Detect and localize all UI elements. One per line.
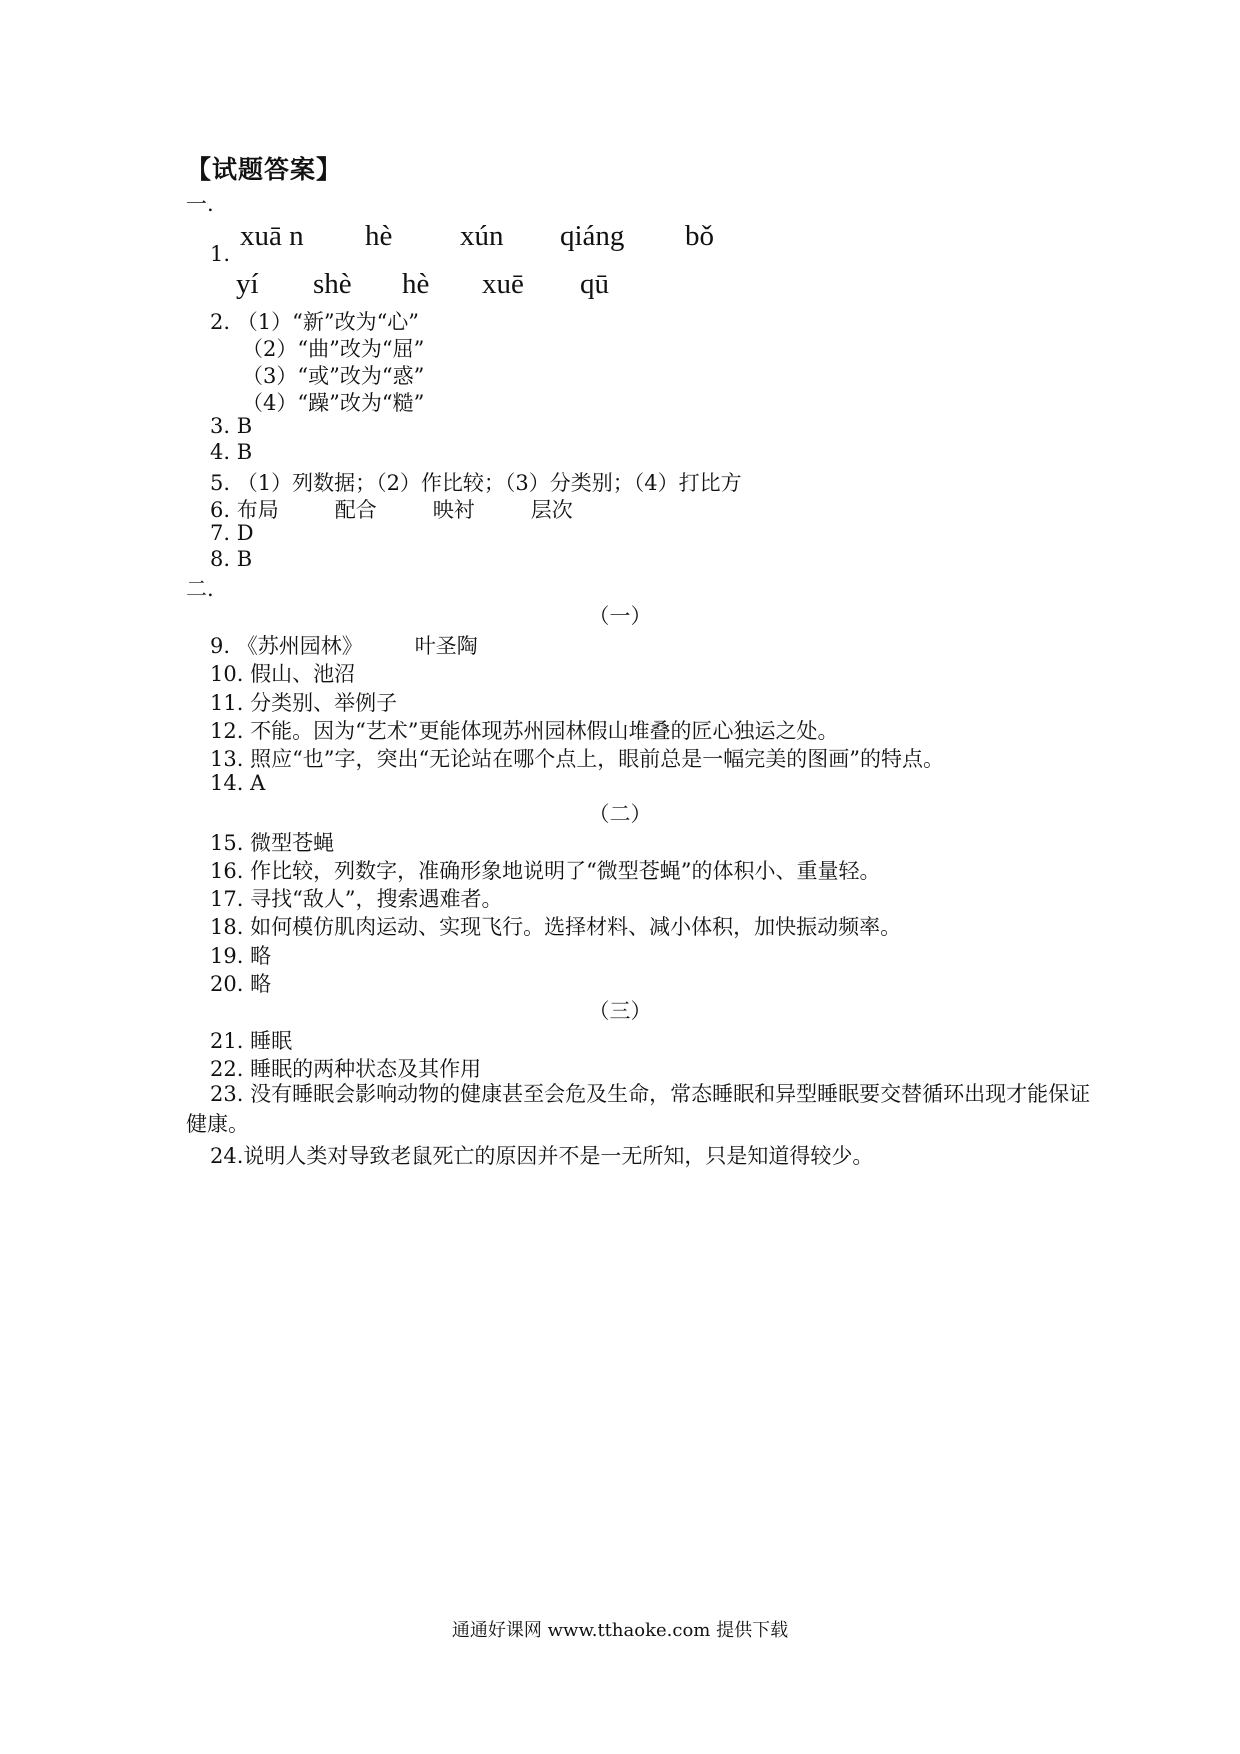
q9-answer — [210, 630, 478, 660]
q13-answer: 13. 照应“也”字，突出“无论站在哪个点上，眼前总是一幅完美的图画”的特点。 — [210, 747, 945, 771]
q17-answer: 17. 寻找“敌人”，搜索遇难者。 — [210, 887, 503, 911]
pinyin-9: xuē — [482, 268, 524, 300]
q23-answer: 23. 没有睡眠会影响动物的健康甚至会危及生命，常态睡眠和异型睡眠要交替循环出现才能保证健康。 — [186, 1082, 1091, 1136]
q2-number: 2. — [210, 310, 231, 334]
section-two-label: 二. — [186, 577, 214, 601]
q6-number: 6. — [210, 498, 231, 522]
pinyin-7: shè — [313, 268, 352, 300]
pinyin-10: qū — [580, 268, 609, 300]
q3-answer: 3. B — [210, 414, 253, 438]
q2-line — [210, 306, 419, 336]
q18-answer: 18. 如何模仿肌肉运动、实现飞行。选择材料、减小体积，加快振动频率。 — [210, 915, 902, 939]
q2-item-3: （3）“或”改为“惑” — [242, 364, 425, 388]
q8-answer: 8. B — [210, 547, 253, 571]
q19-answer: 19. 略 — [210, 944, 272, 968]
q9-author: 叶圣陶 — [414, 634, 478, 658]
pinyin-4: qiáng — [560, 220, 625, 252]
part-two-heading: （二） — [588, 802, 652, 826]
q12-answer: 12. 不能。因为“艺术”更能体现苏州园林假山堆叠的匠心独运之处。 — [210, 719, 839, 743]
q1-number: 1. — [210, 242, 231, 266]
q22-answer: 22. 睡眠的两种状态及其作用 — [210, 1057, 482, 1081]
pinyin-1: xuā n — [240, 220, 304, 252]
part-one-heading: （一） — [588, 604, 652, 628]
q11-answer: 11. 分类别、举例子 — [210, 691, 398, 715]
q20-answer: 20. 略 — [210, 972, 272, 996]
page-title: 【试题答案】 — [186, 155, 343, 184]
pinyin-3: xún — [460, 220, 504, 252]
q2-item-4: （4）“躁”改为“糙” — [242, 391, 425, 415]
q16-answer: 16. 作比较，列数字，准确形象地说明了“微型苍蝇”的体积小、重量轻。 — [210, 859, 881, 883]
q6-word-4: 层次 — [530, 498, 573, 522]
q5-answer: 5. （1）列数据；（2）作比较；（3）分类别；（4）打比方 — [210, 471, 742, 495]
q6-word-3: 映衬 — [432, 498, 475, 522]
q4-answer: 4. B — [210, 440, 253, 464]
pinyin-8: hè — [402, 268, 430, 300]
q9-title: 9. 《苏州园林》 — [210, 634, 363, 658]
q15-answer: 15. 微型苍蝇 — [210, 831, 335, 855]
q10-answer: 10. 假山、池沼 — [210, 662, 356, 686]
q6-word-2: 配合 — [334, 498, 377, 522]
q24-answer: 24.说明人类对导致老鼠死亡的原因并不是一无所知，只是知道得较少。 — [210, 1144, 874, 1168]
part-three-heading: （三） — [588, 999, 652, 1023]
q14-answer: 14. A — [210, 771, 266, 795]
q21-answer: 21. 睡眠 — [210, 1029, 293, 1053]
q2-item-2: （2）“曲”改为“屈” — [242, 337, 425, 361]
q6-word-1: 布局 — [236, 498, 279, 522]
q6-answer — [210, 494, 573, 524]
pinyin-5: bǒ — [685, 220, 714, 252]
q2-item-1: （1）“新”改为“心” — [236, 310, 420, 334]
q7-answer: 7. D — [210, 521, 254, 545]
pinyin-2: hè — [365, 220, 393, 252]
pinyin-6: yí — [236, 268, 259, 300]
section-one-label: 一. — [186, 192, 214, 216]
footer-credit: 通通好课网 www.tthaoke.com 提供下载 — [451, 1620, 789, 1641]
